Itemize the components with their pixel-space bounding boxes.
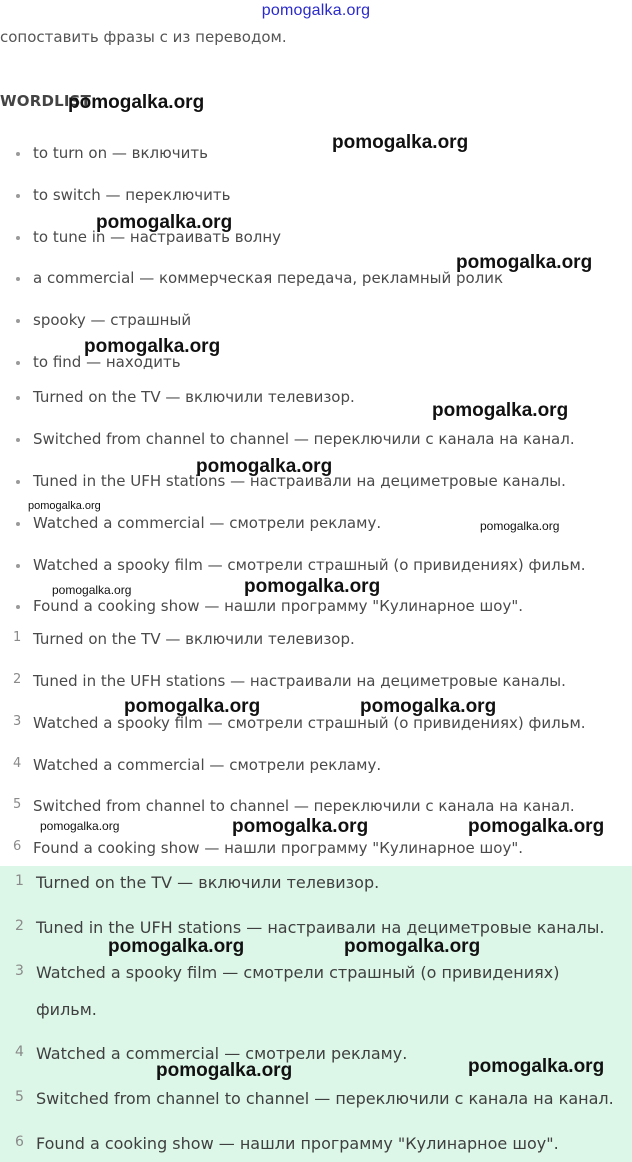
- bullet-icon: [16, 236, 20, 240]
- watermark: pomogalka.org: [96, 212, 233, 233]
- bullet-icon: [16, 361, 20, 365]
- watermark: pomogalka.org: [468, 816, 605, 837]
- item-number: 1: [15, 873, 24, 889]
- watermark: pomogalka.org: [456, 252, 593, 273]
- watermark: pomogalka.org: [52, 583, 132, 597]
- bullet-icon: [16, 194, 20, 198]
- item-number: 3: [15, 963, 24, 979]
- bullet-icon: [16, 605, 20, 609]
- item-number: 5: [13, 797, 22, 812]
- watermark: pomogalka.org: [244, 576, 381, 597]
- watermark: pomogalka.org: [432, 400, 569, 421]
- item-number: 6: [15, 1134, 24, 1150]
- item-number: 4: [15, 1044, 24, 1060]
- watermark: pomogalka.org: [344, 936, 481, 957]
- item-number: 5: [15, 1089, 24, 1105]
- bullet-icon: [16, 319, 20, 323]
- site-header-link[interactable]: pomogalka.org: [261, 2, 371, 19]
- watermark: pomogalka.org: [332, 132, 469, 153]
- watermark: pomogalka.org: [108, 936, 245, 957]
- task-instruction: сопоставить фразы с из переводом.: [0, 28, 287, 46]
- watermark: pomogalka.org: [156, 1060, 293, 1081]
- answer-box: 1 Turned on the TV — включили телевизор. 2 Tuned in the UFH stations — настраивали на дециметровые каналы. 3 Watched a spooky film — смотрели страшный (о привидениях) фильм. 4 Watched a commercial — смотрели рекламу. 5 Switched from channel to channel — переключили с канала на канал. 6 Found a cooking show — нашли программу "Кулинарное шоу".: [0, 866, 632, 1162]
- bullet-icon: [16, 396, 20, 400]
- watermark: pomogalka.org: [480, 519, 560, 533]
- item-number: 4: [13, 756, 22, 771]
- bullet-icon: [16, 480, 20, 484]
- wordlist-heading: WORDLIST: [0, 92, 92, 110]
- item-number: 2: [13, 672, 22, 687]
- bullet-icon: [16, 277, 20, 281]
- bullet-icon: [16, 152, 20, 156]
- item-number: 2: [15, 918, 24, 934]
- item-number: 1: [13, 630, 22, 645]
- watermark: pomogalka.org: [360, 696, 497, 717]
- watermark: pomogalka.org: [40, 819, 120, 833]
- watermark: pomogalka.org: [232, 816, 369, 837]
- watermark: pomogalka.org: [68, 92, 205, 113]
- watermark: pomogalka.org: [28, 500, 101, 512]
- item-number: 3: [13, 714, 22, 729]
- bullet-icon: [16, 522, 20, 526]
- bullet-icon: [16, 438, 20, 442]
- bullet-icon: [16, 564, 20, 568]
- watermark: pomogalka.org: [468, 1056, 605, 1077]
- watermark: pomogalka.org: [124, 696, 261, 717]
- watermark: pomogalka.org: [84, 336, 221, 357]
- watermark: pomogalka.org: [196, 456, 333, 477]
- item-number: 6: [13, 839, 22, 854]
